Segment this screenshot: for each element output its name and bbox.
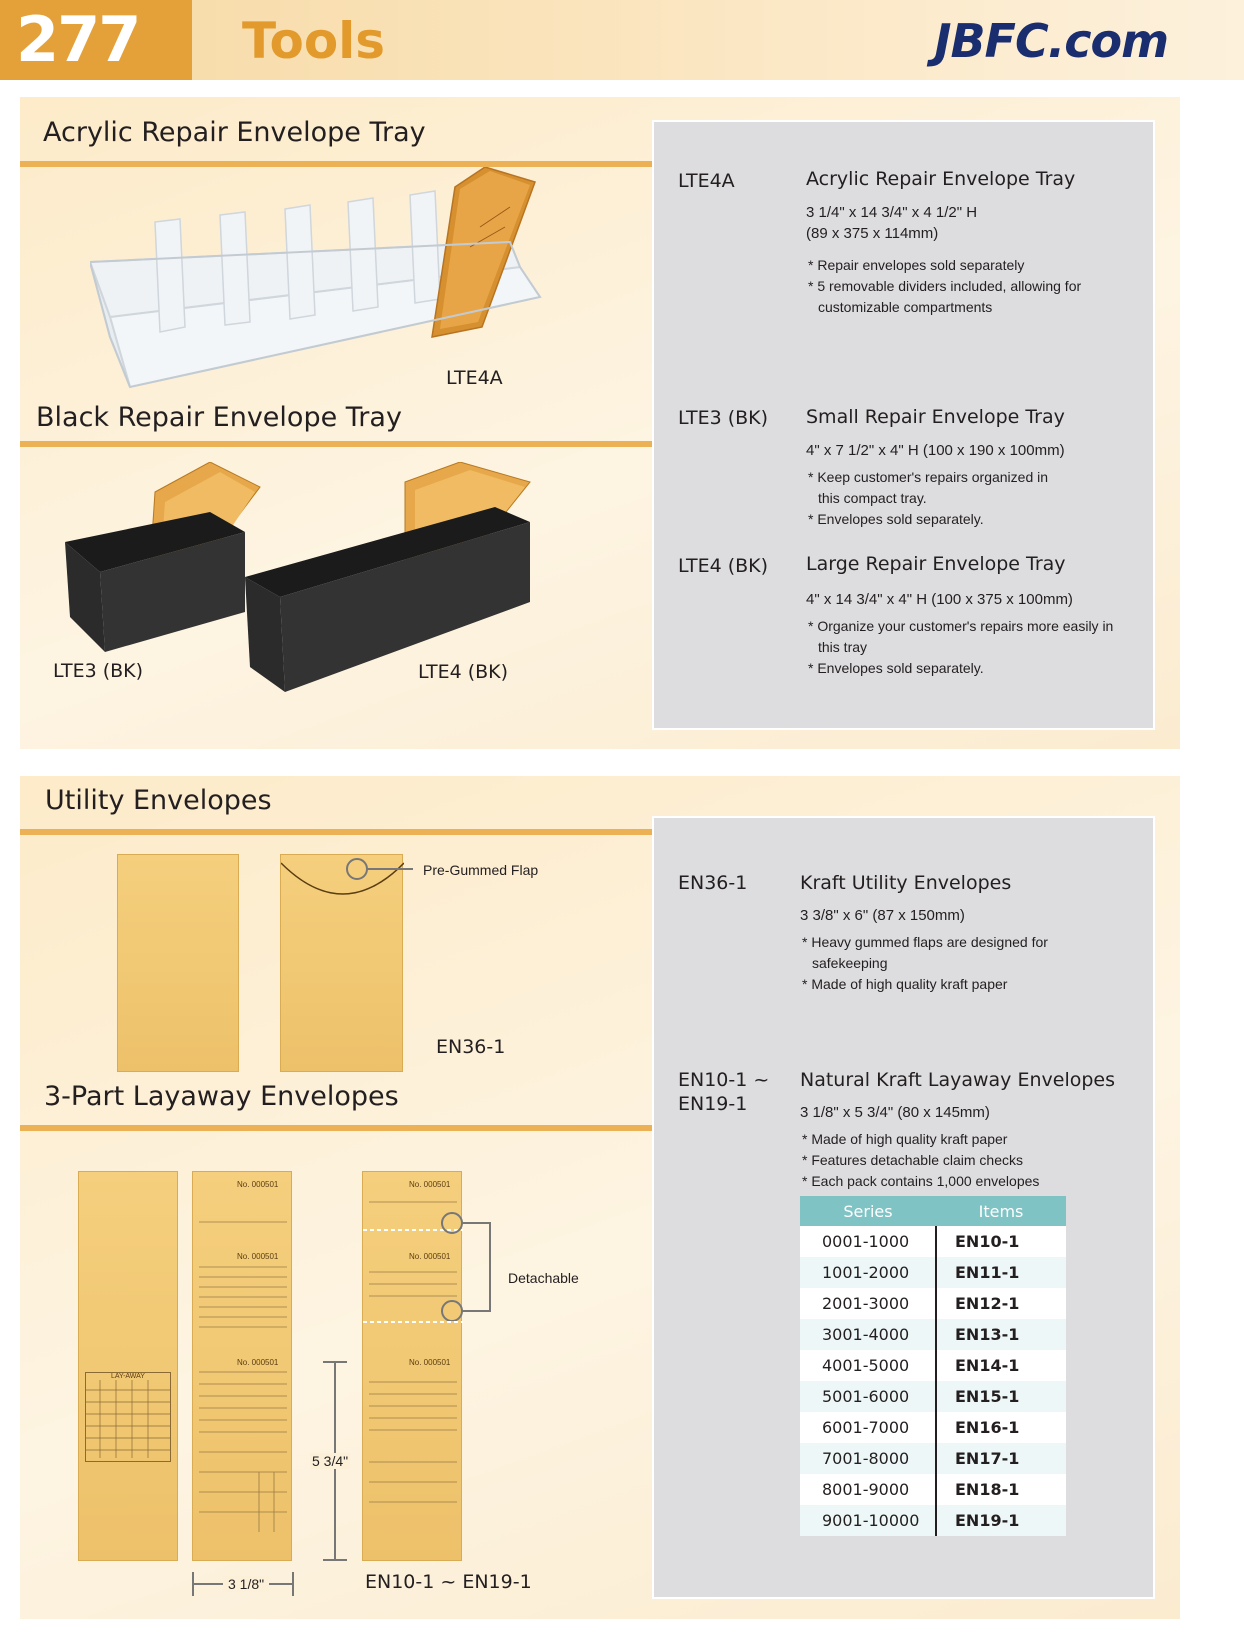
table-row — [800, 1381, 1066, 1412]
item-cell: EN10-1 — [955, 1232, 1020, 1251]
item-cell: EN16-1 — [955, 1418, 1020, 1437]
item-cell: EN11-1 — [936, 1257, 1066, 1288]
product-code: EN36-1 — [678, 872, 748, 894]
site-logo: JBFC.com — [934, 14, 1168, 68]
product-title: Large Repair Envelope Tray — [806, 553, 1066, 575]
table-row — [800, 1412, 1066, 1443]
item-cell: EN18-1 — [955, 1480, 1020, 1499]
envelope-number: No. 000501 — [409, 1358, 451, 1367]
series-cell: 6001-7000 — [800, 1412, 936, 1443]
product-notes: * Made of high quality kraft paper * Features detachable claim checks * Each pack contains 1,000 envelopes — [802, 1131, 1040, 1189]
heading-rule — [20, 1125, 652, 1131]
repair-tray-panel — [20, 97, 1180, 749]
table-row — [800, 1474, 1066, 1505]
item-cell: EN14-1 — [955, 1356, 1020, 1375]
heading-rule — [20, 829, 652, 835]
flap-pointer-icon — [345, 855, 415, 885]
product-code: LTE4 (BK) — [678, 555, 769, 577]
envelope-number: No. 000501 — [409, 1252, 451, 1261]
table-row — [800, 1226, 1066, 1257]
product-notes: * Keep customer's repairs organized in this compact tray. * Envelopes sold separately. — [808, 469, 1049, 527]
page-number: 277 — [0, 0, 192, 80]
table-row — [800, 1288, 1066, 1319]
product-title: Natural Kraft Layaway Envelopes — [800, 1069, 1115, 1091]
series-cell: 4001-5000 — [800, 1350, 936, 1381]
series-items-table — [800, 1196, 1066, 1536]
product-code: LTE4A — [678, 170, 735, 192]
small-tray-caption: LTE3 (BK) — [53, 660, 144, 682]
product-title: Small Repair Envelope Tray — [806, 406, 1065, 428]
layaway-envelope-front — [192, 1171, 292, 1561]
product-title: Acrylic Repair Envelope Tray — [806, 168, 1076, 190]
detachable-bracket-icon — [440, 1211, 510, 1321]
series-cell: 2001-3000 — [800, 1288, 936, 1319]
series-cell: 0001-1000 — [800, 1226, 936, 1257]
product-dimensions: 4" x 7 1/2" x 4" H (100 x 190 x 100mm) — [806, 442, 1065, 459]
layaway-payment-grid: LAY-AWAY — [85, 1372, 171, 1462]
product-dimensions: 3 3/8" x 6" (87 x 150mm) — [800, 907, 965, 924]
height-label: 5 3/4" — [312, 1453, 349, 1469]
envelope-number: No. 000501 — [237, 1252, 279, 1261]
table-row — [800, 1505, 1066, 1536]
item-cell: EN17-1 — [936, 1443, 1066, 1474]
table-row — [800, 1443, 1066, 1474]
product-code: LTE3 (BK) — [678, 407, 769, 429]
series-cell: 8001-9000 — [800, 1474, 936, 1505]
table-row — [800, 1257, 1066, 1288]
product-dimensions: 4" x 14 3/4" x 4" H (100 x 375 x 100mm) — [806, 591, 1073, 608]
series-cell: 3001-4000 — [800, 1319, 936, 1350]
tray-spec-box — [652, 120, 1155, 730]
pre-gummed-flap-label: Pre-Gummed Flap — [423, 862, 539, 878]
series-cell: 1001-2000 — [800, 1257, 936, 1288]
envelope-number: No. 000501 — [237, 1180, 279, 1189]
item-cell: EN13-1 — [936, 1319, 1066, 1350]
layaway-envelope-caption: EN10-1 ~ EN19-1 — [365, 1571, 532, 1593]
category-title: Tools — [242, 12, 386, 70]
utility-envelope-front — [117, 854, 239, 1072]
large-tray-caption: LTE4 (BK) — [418, 661, 509, 683]
series-cell: 9001-10000 — [800, 1505, 936, 1536]
series-cell: 5001-6000 — [800, 1381, 936, 1412]
product-notes: * Repair envelopes sold separately * 5 removable dividers included, allowing for customizable compartments — [808, 257, 1082, 315]
utility-envelope-caption: EN36-1 — [436, 1036, 506, 1058]
product-dimensions: 3 1/4" x 14 3/4" x 4 1/2" H (89 x 375 x 114mm) — [806, 204, 978, 242]
table-header-row — [800, 1196, 1066, 1226]
envelopes-panel — [20, 776, 1180, 1619]
black-tray-heading: Black Repair Envelope Tray — [36, 402, 402, 433]
layaway-envelope-back — [78, 1171, 178, 1561]
product-code: EN10-1 ~ EN19-1 — [678, 1069, 770, 1115]
product-notes: * Heavy gummed flaps are designed for safekeeping * Made of high quality kraft paper — [802, 934, 1048, 992]
acrylic-tray-caption: LTE4A — [446, 367, 503, 389]
item-cell: EN12-1 — [955, 1294, 1020, 1313]
acrylic-tray-heading: Acrylic Repair Envelope Tray — [43, 117, 426, 148]
width-label: 3 1/8" — [223, 1576, 269, 1592]
layaway-envelopes-heading: 3-Part Layaway Envelopes — [44, 1081, 399, 1112]
table-row — [800, 1319, 1066, 1350]
product-notes: * Organize your customer's repairs more easily in this tray * Envelopes sold separately. — [808, 618, 1114, 676]
item-cell: EN19-1 — [936, 1505, 1066, 1536]
series-cell: 7001-8000 — [800, 1443, 936, 1474]
table-row — [800, 1350, 1066, 1381]
series-column-header: Series — [800, 1196, 936, 1226]
detachable-label: Detachable — [508, 1270, 579, 1286]
envelope-number: No. 000501 — [237, 1358, 279, 1367]
envelope-number: No. 000501 — [409, 1180, 451, 1189]
form-lines-icon — [199, 1202, 287, 1542]
product-title: Kraft Utility Envelopes — [800, 872, 1012, 894]
grid-lines-icon — [86, 1380, 170, 1458]
utility-envelope-back — [280, 854, 403, 1072]
item-cell: EN15-1 — [936, 1381, 1066, 1412]
page-header — [0, 0, 1244, 80]
heading-rule — [20, 441, 652, 447]
product-dimensions: 3 1/8" x 5 3/4" (80 x 145mm) — [800, 1104, 990, 1121]
utility-envelopes-heading: Utility Envelopes — [45, 785, 272, 816]
items-column-header: Items — [936, 1196, 1066, 1226]
envelope-spec-box — [652, 816, 1155, 1599]
